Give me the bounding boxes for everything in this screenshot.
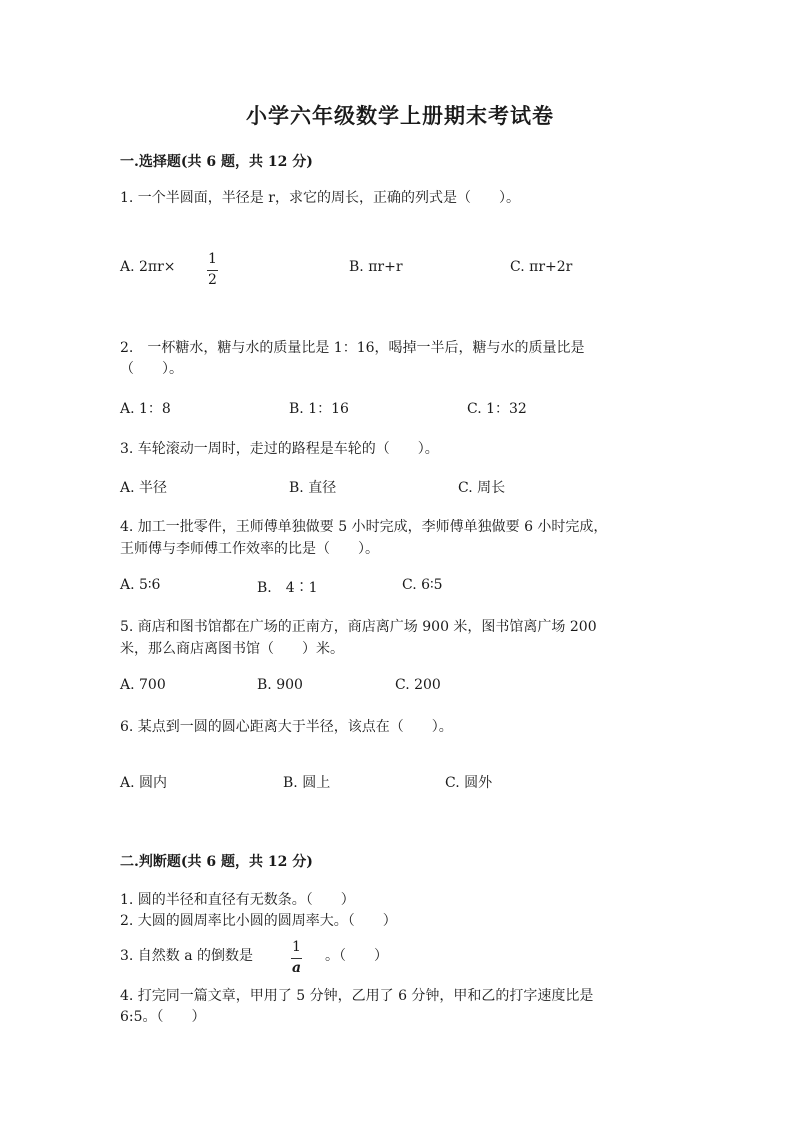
q1-option-b: B. πr+r <box>349 259 403 275</box>
q1-option-c: C. πr+2r <box>510 259 573 275</box>
q1-option-a: A. 2πr× <box>120 259 176 275</box>
section-heading-choice: 一.选择题(共 6 题，共 12 分) <box>120 154 313 170</box>
question-5-line1: 5. 商店和图书馆都在广场的正南方，商店离广场 900 米，图书馆离广场 200 <box>120 619 597 635</box>
question-3-text: 3. 车轮滚动一周时，走过的路程是车轮的（ ）。 <box>120 441 439 457</box>
judgement-1-text: 1. 圆的半径和直径有无数条。（ ） <box>120 892 355 908</box>
section-heading-judgement: 二.判断题(共 6 题，共 12 分) <box>120 854 313 870</box>
question-2-line2: （ ）。 <box>120 361 183 377</box>
question-4-line2: 王师傅与李师傅工作效率的比是（ ）。 <box>120 541 379 557</box>
q5-option-c: C. 200 <box>395 677 441 693</box>
fraction-denominator: a <box>291 960 302 976</box>
judgement-4-line1: 4. 打完同一篇文章，甲用了 5 分钟，乙用了 6 分钟，甲和乙的打字速度比是 <box>120 988 594 1004</box>
question-5-line2: 米，那么商店离图书馆（ ）米。 <box>120 641 344 657</box>
fraction-numerator: 1 <box>208 251 217 267</box>
q3-option-c: C. 周长 <box>458 480 506 496</box>
q2-option-b: B. 1：16 <box>289 401 349 417</box>
judgement-3-fraction <box>291 939 302 977</box>
judgement-3-text-after: 。（ ） <box>325 948 388 964</box>
q6-option-c: C. 圆外 <box>445 775 493 791</box>
fraction-numerator: 1 <box>292 939 301 955</box>
fraction-bar <box>207 270 218 271</box>
q6-option-a: A. 圆内 <box>120 775 168 791</box>
q1-option-a-fraction <box>207 251 218 289</box>
question-6-text: 6. 某点到一圆的圆心距离大于半径，该点在（ ）。 <box>120 719 453 735</box>
fraction-bar <box>291 958 302 959</box>
judgement-4-line2: 6:5。（ ） <box>120 1009 206 1025</box>
q3-option-b: B. 直径 <box>289 480 337 496</box>
fraction-denominator: 2 <box>208 272 217 288</box>
q4-option-c: C. 6∶5 <box>402 577 443 593</box>
q4-option-b: B. 4∶1 <box>257 580 318 596</box>
page-title: 小学六年级数学上册期末考试卷 <box>246 103 554 128</box>
q4-option-a: A. 5∶6 <box>120 577 161 593</box>
q2-option-a: A. 1：8 <box>120 401 171 417</box>
question-4-line1: 4. 加工一批零件，王师傅单独做要 5 小时完成，李师傅单独做要 6 小时完成， <box>120 519 608 535</box>
q6-option-b: B. 圆上 <box>283 775 331 791</box>
question-2-line1: 2. 一杯糖水，糖与水的质量比是 1：16，喝掉一半后，糖与水的质量比是 <box>120 340 585 356</box>
judgement-3-text-before: 3. 自然数 a 的倒数是 <box>120 948 254 964</box>
q2-option-c: C. 1：32 <box>467 401 527 417</box>
question-1-text: 1. 一个半圆面，半径是 r，求它的周长，正确的列式是（ ）。 <box>120 190 520 206</box>
judgement-2-text: 2. 大圆的圆周率比小圆的圆周率大。（ ） <box>120 913 397 929</box>
q5-option-a: A. 700 <box>120 677 166 693</box>
q3-option-a: A. 半径 <box>120 480 168 496</box>
q5-option-b: B. 900 <box>257 677 303 693</box>
